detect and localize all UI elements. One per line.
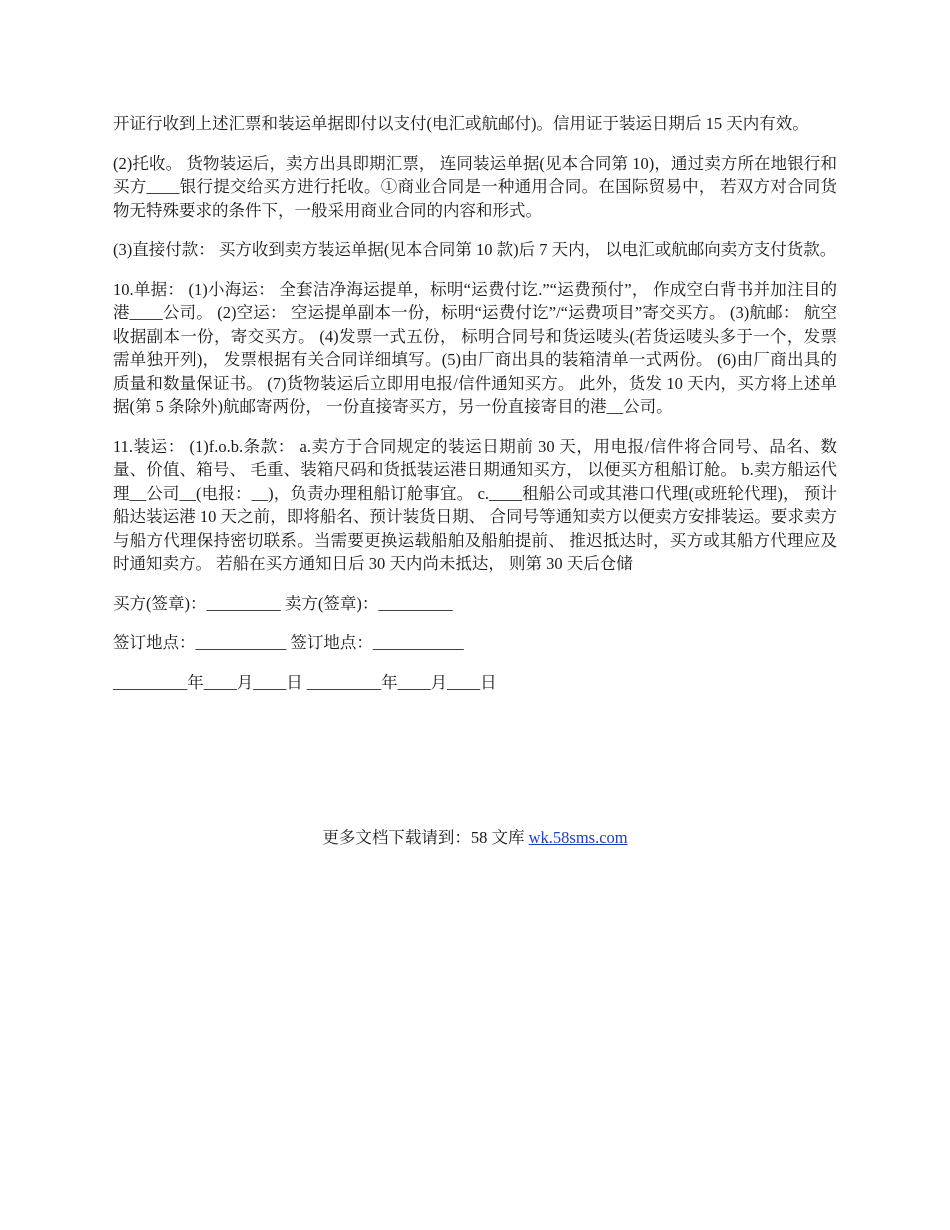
paragraph-documents: 10.单据： (1)小海运： 全套洁净海运提单，标明“运费付讫.”“运费预付”， 作成空白背书并加注目的港____公司。 (2)空运： 空运提单副本一份，标明“运费付讫”/“运费项目”寄交买方。 (3)航邮： 航空收据副本一份，寄交买方。 (4)发票一式五份， 标明合同号和货运唛头(若货运唛头多于一个，发票需单独开列)， 发票根据有关合同详细填写。(5)由厂商出具的装箱清单一式两份。 (6)由厂商出具的质量和数量保证书。 (7)货物装运后立即用电报/信件通知买方。 此外，货发 10 天内，买方将上述单据(第 5 条除外)航邮寄两份， 一份直接寄买方，另一份直接寄目的港__公司。 xyxy=(113,279,837,416)
document-body xyxy=(113,112,837,710)
footer xyxy=(0,826,950,850)
signature-buyer-seller: 买方(签章)：_________ 卖方(签章)：_________ xyxy=(113,593,453,613)
paragraph-lc-validity: 开证行收到上述汇票和装运单据即付以支付(电汇或航邮付)。信用证于装运日期后 15 天内有效。 xyxy=(113,114,809,133)
paragraph-shipment: 11.装运： (1)f.o.b.条款： a.卖方于合同规定的装运日期前 30 天，用电报/信件将合同号、品名、数量、价值、箱号、 毛重、装箱尺码和货抵装运港日期通知买方， 以便买方租船订舱。 b.卖方船运代理__公司__(电报：__)，负责办理租船订舱事宜。 c.____租船公司或其港口代理(或班轮代理)， 预计船达装运港 10 天之前，即将船名、预计装货日期、 合同号等通知卖方以便卖方安排装运。要求卖方与船方代理保持密切联系。当需要更换运载船舶及船舶提前、 推迟抵达时，买方或其船方代理应及时通知卖方。 若船在买方通知日后 30 天内尚未抵达， 则第 30 天后仓储 xyxy=(113,436,837,573)
signature-place: 签订地点：___________ 签订地点：___________ xyxy=(113,633,464,652)
footer-text: 更多文档下载请到：58 文库 xyxy=(322,828,529,847)
paragraph-collection: (2)托收。 货物装运后，卖方出具即期汇票， 连同装运单据(见本合同第 10)，通过卖方所在地银行和买方____银行提交给买方进行托收。①商业合同是一种通用合同。在国际贸易中， 若双方对合同货物无特殊要求的条件下，一般采用商业合同的内容和形式。 xyxy=(113,153,837,220)
footer-link[interactable]: wk.58sms.com xyxy=(528,828,628,847)
paragraph-direct-payment: (3)直接付款： 买方收到卖方装运单据(见本合同第 10 款)后 7 天内， 以电汇或航邮向卖方支付货款。 xyxy=(113,240,837,259)
signature-date: _________年____月____日 _________年____月____日 xyxy=(113,672,497,692)
